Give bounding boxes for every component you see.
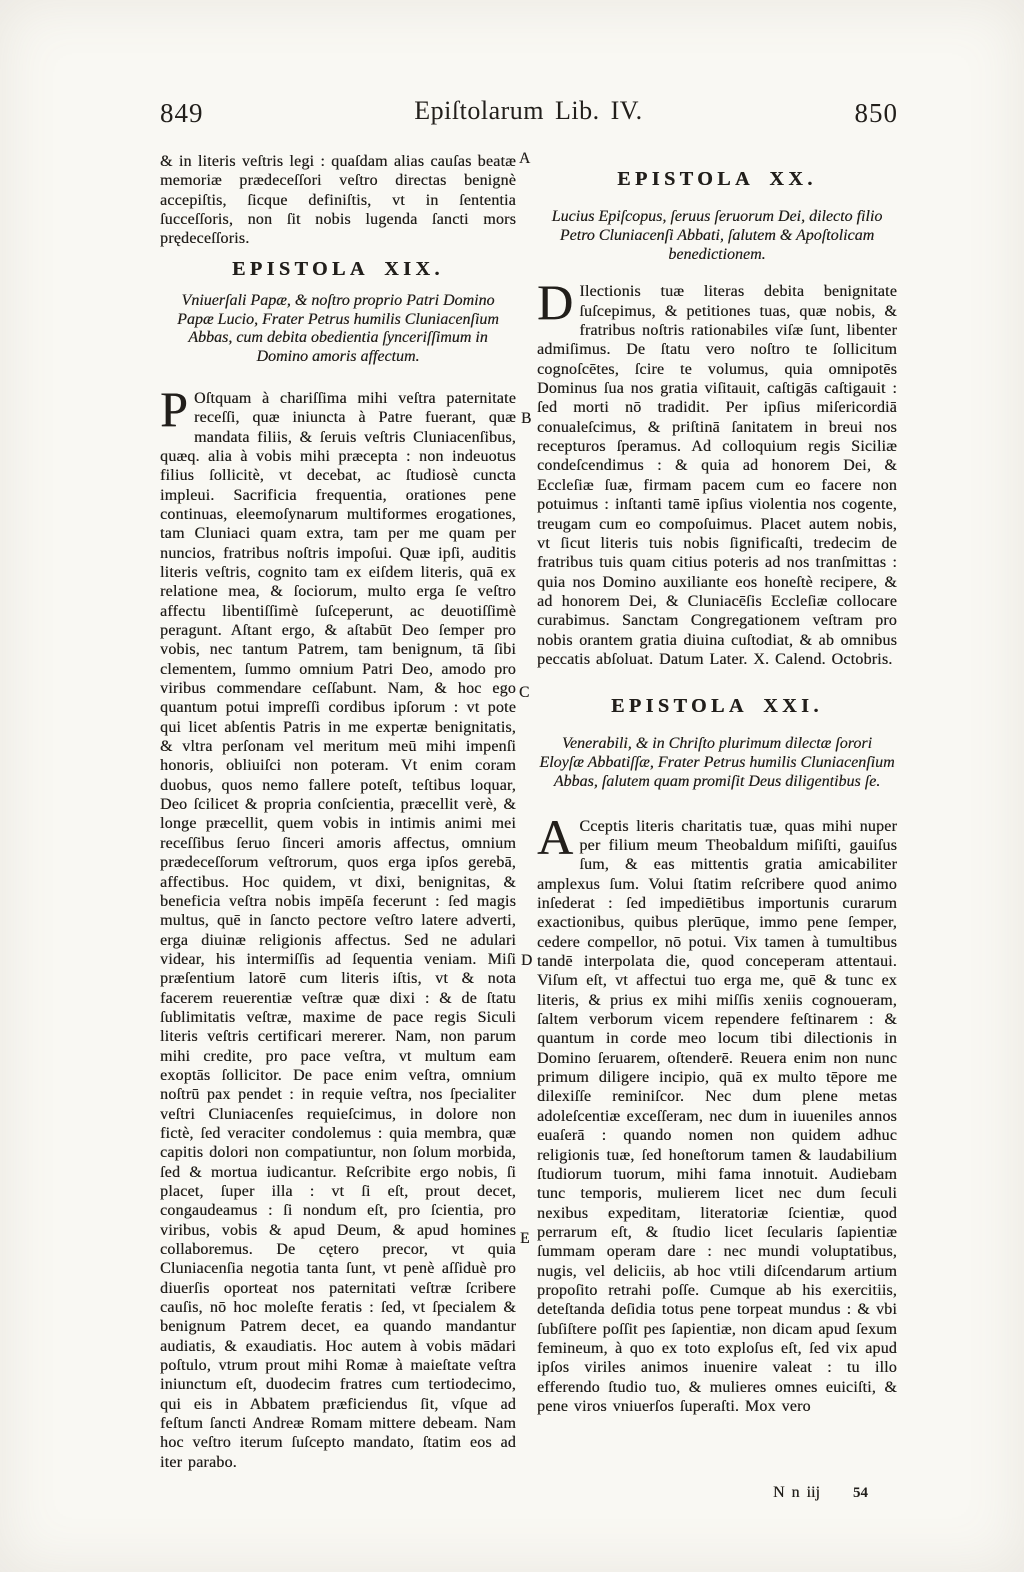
- running-title: Epiſtolarum Lib. IV.: [414, 96, 643, 125]
- epistola-xxi-argument: Venerabili, & in Chriſto plurimum dilectæ ſorori Eloyſæ Abbatiſſæ, Frater Petrus humilis Cluniacenſium Abbas, ſalutem quam promiſit Deus diligentibus ſe.: [539, 735, 895, 790]
- signature-mark: N n iij: [773, 1484, 820, 1501]
- epistola-xix-drop-cap: P: [160, 380, 189, 437]
- right-column: [537, 166, 897, 1432]
- epistola-xix-argument: Vniuerſali Papæ, & noſtro proprio Patri Domino Papæ Lucio, Frater Petrus humilis Cluniacenſium Abbas, cum debita obedientia ſynceriſſimum in Domino amoris affectum.: [177, 291, 499, 366]
- margin-letter-a: A: [519, 150, 531, 167]
- epistola-xx-argument: Lucius Epiſcopus, ſeruus ſeruorum Dei, dilecto filio Petro Cluniacenſi Abbati, ſalutem & Apoſtolicam benedictionem.: [551, 208, 883, 263]
- epistola-xix-body: [160, 380, 516, 1472]
- sheet-number: 54: [853, 1485, 868, 1501]
- continuation-paragraph: & in literis veſtris legi : quaſdam alias cauſas beatæ memoriæ prædeceſſori veſtro directas benignè accepiſtis, ſicque definiſtis, vt in ſententia ſucceſſoris, non ſit nobis lugenda ſancti mors prędeceſſoris.: [160, 153, 516, 248]
- page-number-left: 849: [160, 98, 204, 128]
- epistola-xx-body-text: Ilectionis tuæ literas debita benignitate ſuſcepimus, & petitiones tuas, quæ nobis, & fratribus noſtris rationabiles viſæ ſunt, libenter admiſimus. De ſtatu vero noſtro te ſollicitum cognoſcētes, ſcire te volumus, quia omnipotēs Dominus ſua nos gratia viſitauit, caſtigās caſtigauit : ſed morti nō tradidit. Per ipſius miſericordiā conualeſcimus, & priſtinā ſanitatem in breui nos recepturos ſperamus. Ad colloquium regis Siciliæ condeſcendimus : & quia ad honorem Dei, & Eccleſiæ ſuæ, firmam pacem cum eo facere non potuimus : inſtanti tamē ipſius violentia nos cogente, treugam cum eo compoſuimus. Placet autem nobis, vt ſicut literis tuis nobis ſignificaſti, tredecim de fratribus tuis quam citius poteris ad nos tranſmittas : quia nos Domino auxiliante eos honeſtè recipere, & ad honorem Dei, & Cluniacēſis Eccleſiæ collocare curabimus. Sanctam Congregationem veſtram pro nobis orantem gratia diuina cuſtodiat, & ab omnibus peccatis abſoluat. Datum Later. X. Calend. Octobris.: [537, 283, 897, 668]
- epistola-xxi-drop-cap: A: [537, 808, 574, 865]
- left-column: [160, 152, 516, 1488]
- margin-letter-b: B: [521, 410, 532, 427]
- margin-letter-d: D: [521, 952, 533, 969]
- epistola-xx-heading: EPISTOLA XX.: [617, 168, 817, 190]
- epistola-xxi-heading: EPISTOLA XXI.: [611, 695, 823, 718]
- margin-letter-c: C: [519, 684, 530, 701]
- epistola-xx-body: [537, 274, 897, 669]
- margin-letter-e: E: [520, 1230, 530, 1247]
- page-number-right: 850: [854, 98, 898, 128]
- epistola-xix-body-text: Oſtquam à chariſſima mihi veſtra paternitate receſſi, quæ iniuncta à Patre fuerant, quæ mandata filiis, & ſeruis veſtris Cluniacenſibus, quæq. alia à vobis mihi præcepta : non indeuotus filius ſollicitè, vt decebat, ac ſtudiosè cuncta impleui. Sacrificia frequentia, orationes pene continuas, eleemoſynarum multiformes erogationes, tam Cluniaci quam extra, tam per me quam per nuncios, fratribus noſtris impoſui. Quæ ipſi, auditis literis veſtris, cognito tam ex eiſdem literis, quā ex relatione mea, & ſociorum, multo erga ſe veſtro affectu libentiſſimè ſuſceperunt, ac deuotiſſimè peragunt. Aſtant ergo, & aſtabūt Deo ſemper pro vobis, nec tantum Patrem, tam benignum, tā ſibi clementem, ſummo omnium Patri Deo, amodo pro viribus commendare ceſſabunt. Nam, & hoc ego quantum potui impreſſi cordibus ipſorum : vt pote qui licet abſentis Patris in me expertæ benignitatis, & vltra perſonam vel meritum meū mihi impenſi honoris, obliuiſci non poteram. Vt enim coram duobus, quos nemo fallere poteſt, teſtibus loquar, Deo ſcilicet & propria conſcientia, præcellit verè, & longe præcellit, quem vobis in intimis animi mei receſſibus ſeruo ſinceri amoris affectus, omnium prædeceſſorum veſtrorum, quos erga ipſos gerebā, affectibus. Hoc quidem, vt dixi, benignitas, & beneficia veſtra nobis impēſa fecerunt : ſed magis multus, quē in ſancto pectore veſtro latere adverti, erga diuinæ religionis affectus. Sed ne adulari videar, his intermiſſis ad ſequentia veniam. Miſi præſentium latorē cum literis iſtis, vt & nota facerem reuerentiæ veſtræ quæ dixi : & de ſtatu ſublimitatis veſtræ, maxime de pace regis Siculi literis veſtris certificari mererer. Nam, non parum mihi credite, pro pace veſtra, vt multum eam exoptās ſollicitor. De pace enim veſtra, omnium noſtrū pax pendet : in requie veſtra, nos ſpecialiter veſtri Cluniacenſes requieſcimus, in dolore non fictè, ſed veraciter condolemus : quia membra, quæ capitis dolori non compatiuntur, non ſolum morbida, ſed & mortua iudicantur. Reſcribite ergo nobis, ſi placet, ſuper illa : vt ſi eſt, prout decet, congaudeamus : ſi nondum eſt, pro ſcientia, pro viribus, vobis & apud Deum, & apud homines collaboremus. De cętero precor, vt quia Cluniacenſia negotia tanta ſunt, vt penè aſſiduè pro diuerſis oporteat nos paternitati veſtræ ſcribere cauſis, nō hoc moleſte feratis : ſed, vt ſpecialem & benignum Patrem decet, ea quando mandantur audiatis, & exaudiatis. Hoc autem à vobis mādari poſtulo, vtrum prout mihi Romæ à maieſtate veſtra iniunctum eſt, duodecim fratres cum tertiodecimo, qui eis in Abbatem præficiendus ſit, vſque ad feſtum ſancti Andreæ Romam mittere debeam. Nam hoc veſtro iterum ſuſcepto mandato, ſtatim eos ad iter parabo.: [160, 389, 516, 1471]
- epistola-xxi-body-text: Cceptis literis charitatis tuæ, quas mihi nuper per filium meum Theobaldum miſiſti, gauiſus ſum, & eas mittentis gratia amicabiliter amplexus ſum. Volui ſtatim reſcribere quod animo inſederat : ſed impediētibus importunis curarum exactionibus, quibus plerūque, immo pene ſemper, cedere compellor, nō potui. Vix tamen à tumultibus tandē interpolata die, quod conceperam attentaui. Viſum eſt, vt affectui tuo erga me, quē & tunc ex literis, & prius ex mihi miſſis xeniis cognoueram, ſaltem verborum vicem rependere feſtinarem : & quantum in corde meo locum tibi dilectionis in Domino ſeruarem, oſtenderē. Reuera enim non nunc primum diligere incipio, quā ex multo tēpore me dilexiſſe reminiſcor. Nec dum plene metas adoleſcentiæ exceſſeram, nec dum in iuueniles annos euaſerā : quando nomen non quidem adhuc religionis tuæ, ſed honeſtorum tamen & laudabilium ſtudiorum tuorum, mihi fama innotuit. Audiebam tunc temporis, mulierem licet nec dum ſeculi nexibus expeditam, literatoriæ ſcientiæ, quod perrarum eſt, & ſtudio licet ſecularis ſapientiæ ſummam operam dare : nec mundi voluptatibus, nugis, vel deliciis, ab hoc vtili diſcendarum artium propoſito retrahi poſſe. Cumque ab his exercitiis, deteſtanda deſidia totus pene torpeat mundus : & vbi ſubſiſtere poſſit pes ſapientiæ, non dicam apud ſexum femineum, à quo ex toto exploſus eſt, ſed vix apud ipſos viriles animos inuenire valeat : tu illo efferendo ſtudio tuo, & mulieres omnes euiciſti, & pene viros vniuerſos ſuperaſti. Mox vero: [537, 817, 897, 1415]
- epistola-xxi-body: [537, 808, 897, 1417]
- epistola-xx-drop-cap: D: [537, 274, 574, 331]
- epistola-xix-heading: EPISTOLA XIX.: [232, 257, 444, 280]
